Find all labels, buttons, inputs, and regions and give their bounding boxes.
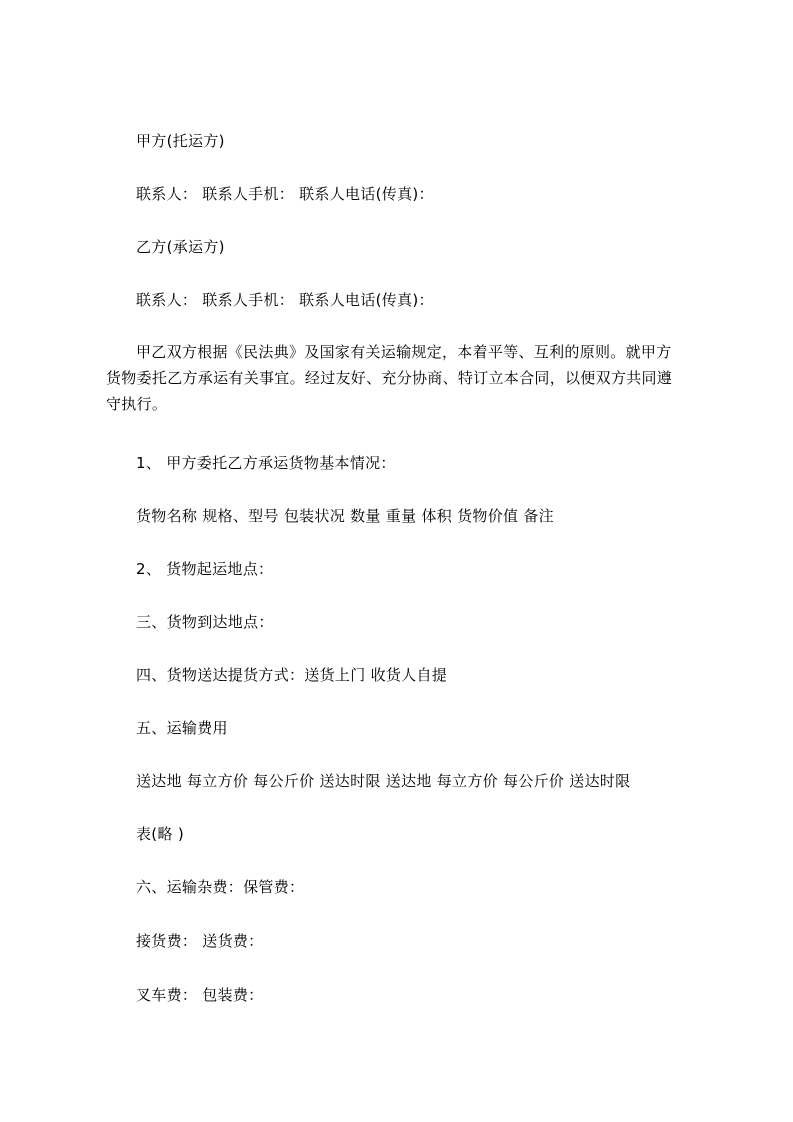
- clause-5: 五、运输费用: [136, 719, 228, 737]
- party-b-contacts: 联系人： 联系人手机： 联系人电话(传真)：: [136, 291, 434, 309]
- preamble-paragraph: [106, 339, 686, 417]
- preamble-text: 甲乙双方根据《民法典》及国家有关运输规定，本着平等、互利的原则。就甲方货物委托乙方承运有关事宜。经过友好、充分协商、特订立本合同，以便双方共同遵守执行。: [106, 343, 673, 413]
- fee-columns: 送达地 每立方价 每公斤价 送达时限 送达地 每立方价 每公斤价 送达时限: [136, 772, 631, 790]
- party-a-contacts: 联系人： 联系人手机： 联系人电话(传真)：: [136, 185, 434, 203]
- clause-3: 三、货物到达地点：: [136, 613, 274, 631]
- clause-1: 1、 甲方委托乙方承运货物基本情况：: [136, 454, 396, 472]
- party-a-heading: 甲方(托运方): [136, 132, 225, 150]
- party-b-heading: 乙方(承运方): [136, 238, 225, 256]
- goods-columns: 货物名称 规格、型号 包装状况 数量 重量 体积 货物价值 备注: [136, 507, 554, 525]
- clause-6: 六、运输杂费：保管费：: [136, 878, 305, 896]
- table-omitted-note: 表(略 ): [136, 825, 184, 843]
- fee-pickup-delivery: 接货费： 送货费：: [136, 932, 264, 950]
- clause-4: 四、货物送达提货方式：送货上门 收货人自提: [136, 666, 448, 684]
- fee-forklift-packing: 叉车费： 包装费：: [136, 986, 264, 1004]
- clause-2: 2、 货物起运地点：: [136, 560, 274, 578]
